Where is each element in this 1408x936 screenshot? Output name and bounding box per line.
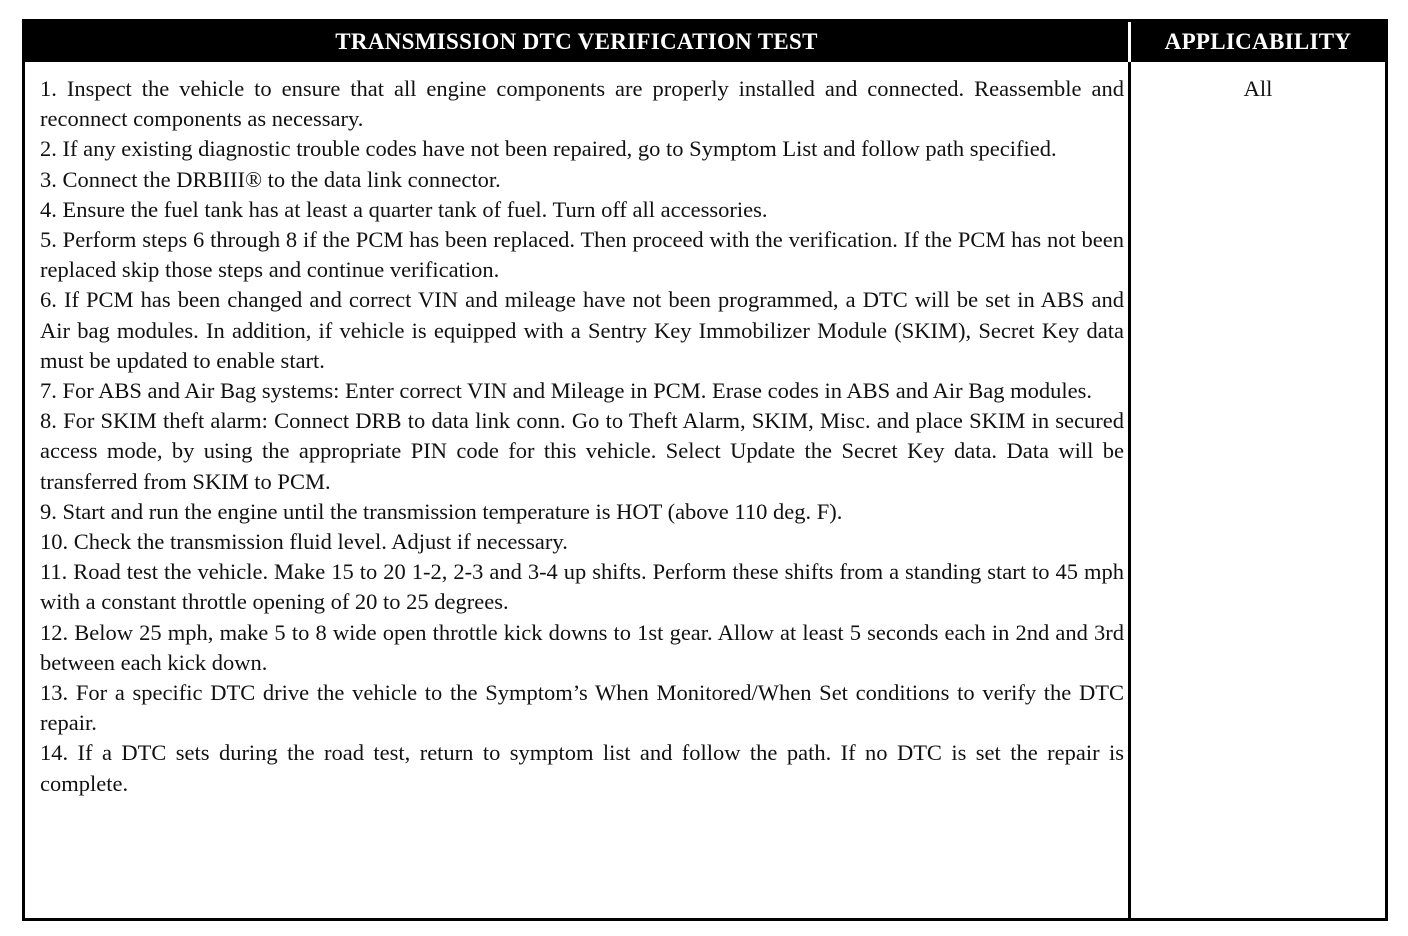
- procedure-step: 13. For a specific DTC drive the vehicle to the Symptom’s When Monitored/When Set conditions to verify the DTC repair.: [40, 680, 1124, 736]
- procedure-step: 8. For SKIM theft alarm: Connect DRB to data link conn. Go to Theft Alarm, SKIM, Misc. and place SKIM in secured access mode, by using the appropriate PIN code for this vehicle. Select Update the Secret Key data. Data will be transferred from SKIM to PCM.: [40, 408, 1124, 494]
- procedure-step: 2. If any existing diagnostic trouble codes have not been repaired, go to Symptom List and follow path specified.: [40, 136, 1057, 162]
- table-title-header: TRANSMISSION DTC VERIFICATION TEST: [25, 22, 1131, 62]
- procedure-step: 6. If PCM has been changed and correct VIN and mileage have not been programmed, a DTC will be set in ABS and Air bag modules. In addition, if vehicle is equipped with a Sentry Key Immobilizer Module (SKIM), Secret Key data must be updated to enable start.: [40, 287, 1124, 373]
- procedure-step: 5. Perform steps 6 through 8 if the PCM has been replaced. Then proceed with the verification. If the PCM has not been replaced skip those steps and continue verification.: [40, 227, 1124, 283]
- applicability-cell: [1131, 62, 1385, 918]
- procedure-step: 11. Road test the vehicle. Make 15 to 20 1-2, 2-3 and 3-4 up shifts. Perform these shifts from a standing start to 45 mph with a constant throttle opening of 20 to 25 degrees.: [40, 559, 1124, 615]
- applicability-value: All: [1243, 76, 1273, 101]
- applicability-header: APPLICABILITY: [1131, 22, 1385, 62]
- procedure-step: 3. Connect the DRBIII® to the data link connector.: [40, 166, 501, 192]
- procedure-step: 12. Below 25 mph, make 5 to 8 wide open throttle kick downs to 1st gear. Allow at least 5 seconds each in 2nd and 3rd between each kick down.: [40, 619, 1124, 675]
- procedure-step: 4. Ensure the fuel tank has at least a quarter tank of fuel. Turn off all accessories.: [40, 196, 768, 222]
- procedure-step: 14. If a DTC sets during the road test, return to symptom list and follow the path. If no DTC is set the repair is complete.: [40, 740, 1124, 796]
- dtc-verification-table: [22, 19, 1388, 921]
- procedure-cell: [25, 62, 1131, 918]
- procedure-step: 9. Start and run the engine until the transmission temperature is HOT (above 110 deg. F).: [40, 498, 843, 524]
- procedure-steps-list: [40, 74, 1124, 799]
- procedure-step: 10. Check the transmission fluid level. Adjust if necessary.: [40, 529, 568, 555]
- procedure-step: 1. Inspect the vehicle to ensure that all engine components are properly installed and connected. Reassemble and reconnect components as necessary.: [40, 76, 1124, 132]
- procedure-step: 7. For ABS and Air Bag systems: Enter correct VIN and Mileage in PCM. Erase codes in ABS and Air Bag modules.: [40, 378, 1092, 404]
